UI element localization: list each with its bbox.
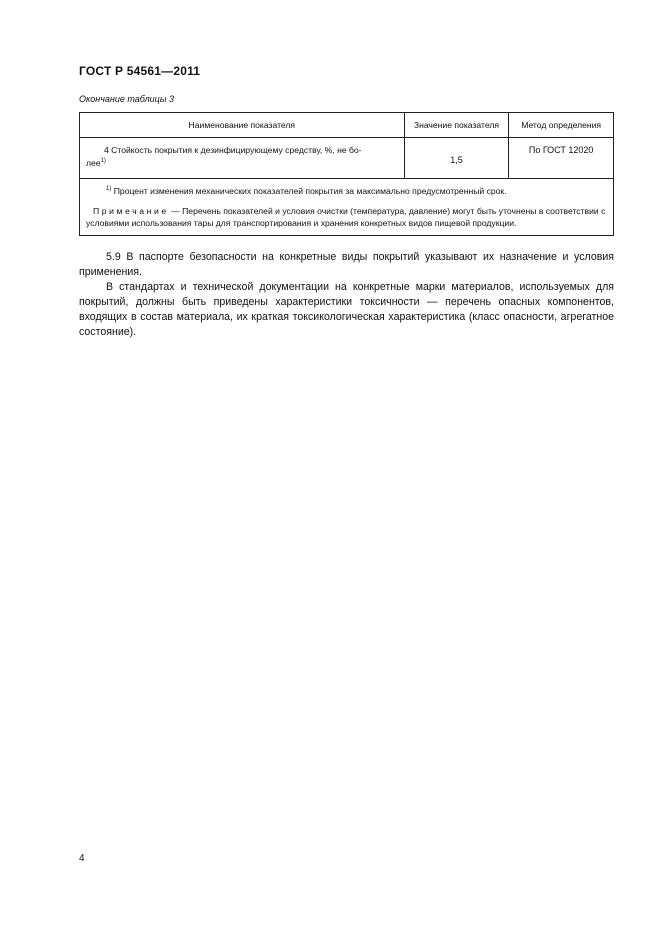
table-caption: Окончание таблицы 3 <box>79 94 174 104</box>
page-number: 4 <box>79 853 85 864</box>
indicator-name-line2-wrap <box>86 157 398 170</box>
column-header-value: Значение показателя <box>404 113 509 138</box>
table-3 <box>79 112 614 236</box>
table-footer-row <box>80 179 614 236</box>
table-note <box>86 205 607 229</box>
table-header-row <box>80 113 614 138</box>
footnote <box>86 185 607 197</box>
note-text: — Перечень показателей и условия очистки (температура, давление) могут быть уточнены в соответствии с условиями использования тары для транспортирования и хранения конкретных видов пищевой продукции. <box>86 206 606 228</box>
paragraph-5-9: 5.9 В паспорте безопасности на конкретные виды покрытий указывают их назначение и условия применения. <box>79 251 614 278</box>
column-header-name: Наименование показателя <box>80 113 405 138</box>
indicator-name-line2: лее <box>86 158 101 168</box>
note-label: Примечание <box>93 206 169 216</box>
table-notes-cell <box>80 179 614 236</box>
method-cell: По ГОСТ 12020 <box>509 138 614 179</box>
footnote-mark: 1) <box>106 186 112 193</box>
paragraph-toxicity: В стандартах и технической документации на конкретные марки материалов, используемых для покрытий, должны быть приведены характеристики токсичности — перечень опасных компонентов, входящих в состав материала, их краткая токсикологическая характеристика (класс опасности, агрегатное состояние). <box>79 281 614 338</box>
indicator-name-line1: 4 Стойкость покрытия к дезинфицирующему средству, %, не бо- <box>104 145 362 155</box>
footnote-text: Процент изменения механических показателей покрытия за максимально предусмотренный срок. <box>111 186 507 196</box>
document-header: ГОСТ Р 54561—2011 <box>79 64 201 78</box>
footnote-ref: 1) <box>100 158 106 165</box>
column-header-method: Метод определения <box>509 113 614 138</box>
body-text <box>79 250 614 340</box>
indicator-name-cell <box>80 138 405 179</box>
table-row <box>80 138 614 179</box>
indicator-value-cell: 1,5 <box>404 138 509 179</box>
